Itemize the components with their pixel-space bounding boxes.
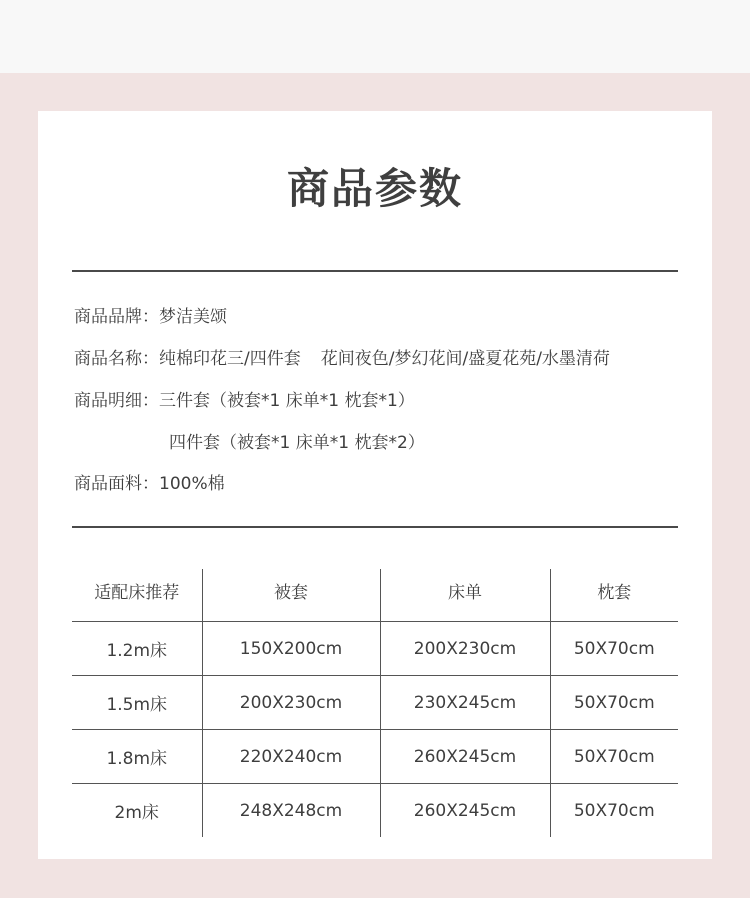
cell-pillowcase: 50X70cm [550,784,678,838]
product-params-card [38,111,712,859]
cell-bed-sheet: 230X245cm [380,676,550,730]
top-band [0,0,750,73]
spec-material-label: 商品面料： [74,474,159,494]
spec-brand-value: 梦洁美颂 [159,307,227,327]
spec-material [74,472,225,496]
spec-detail [74,389,415,413]
header-bed-sheet: 床单 [380,569,550,622]
top-divider [72,270,678,272]
spec-detail-label: 商品明细： [74,391,159,411]
cell-bed-sheet: 260X245cm [380,784,550,838]
page-title: 商品参数 [286,164,463,213]
spec-material-value: 100%棉 [159,474,225,494]
cell-bed-size: 1.8m床 [72,730,202,784]
header-pillowcase: 枕套 [550,569,678,622]
cell-pillowcase: 50X70cm [550,730,678,784]
table-row [72,730,678,784]
header-bed-size: 适配床推荐 [72,569,202,622]
cell-bed-size: 1.2m床 [72,622,202,676]
cell-pillowcase: 50X70cm [550,676,678,730]
spec-detail-three-piece: 三件套（被套*1 床单*1 枕套*1） [159,391,415,411]
table-row [72,784,678,838]
table-row [72,622,678,676]
size-table-header [72,569,678,622]
cell-pillowcase: 50X70cm [550,622,678,676]
spec-name-label: 商品名称： [74,349,159,369]
spec-brand-label: 商品品牌： [74,307,159,327]
table-row [72,676,678,730]
size-table [72,569,678,837]
bottom-divider [72,526,678,528]
cell-duvet-cover: 220X240cm [202,730,380,784]
spec-name-variants: 花间夜色/梦幻花间/盛夏花苑/水墨清荷 [320,349,610,369]
cell-bed-size: 1.5m床 [72,676,202,730]
spec-name-value: 纯棉印花三/四件套 [159,349,301,369]
cell-duvet-cover: 200X230cm [202,676,380,730]
cell-bed-sheet: 200X230cm [380,622,550,676]
cell-duvet-cover: 248X248cm [202,784,380,838]
spec-brand [74,305,227,329]
header-duvet-cover: 被套 [202,569,380,622]
spec-detail-four-piece: 四件套（被套*1 床单*1 枕套*2） [169,433,425,453]
cell-bed-size: 2m床 [114,803,159,823]
cell-duvet-cover: 150X200cm [202,622,380,676]
spec-name [74,347,610,371]
cell-bed-sheet: 260X245cm [380,730,550,784]
